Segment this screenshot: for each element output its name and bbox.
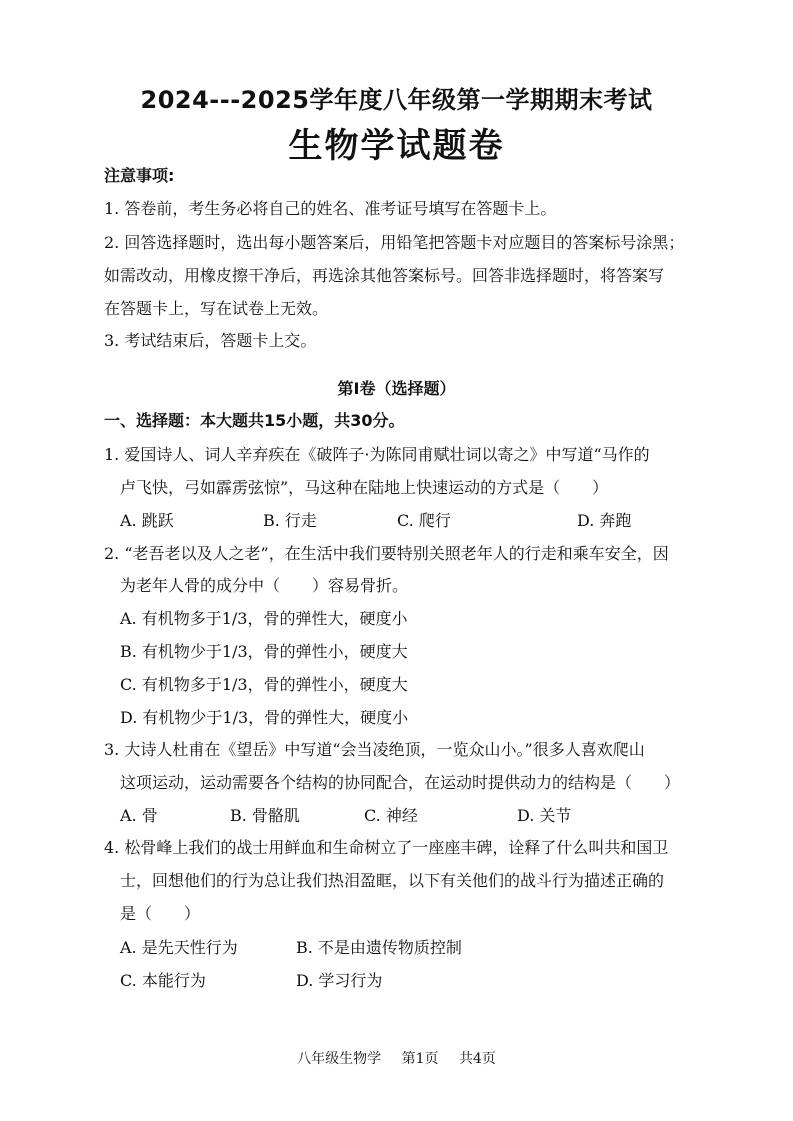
question-4-option-a: A. 是先天性行为 xyxy=(120,938,238,957)
footer-page: 第1页 xyxy=(401,1051,439,1067)
exam-subtitle: 生物学试题卷 xyxy=(288,126,505,166)
question-4-option-d: D. 学习行为 xyxy=(296,971,383,990)
question-2-line-1: 2. “老吾老以及人之老”，在生活中我们要特别关照老年人的行走和乘车安全，因 xyxy=(104,544,669,563)
question-1-option-a: A. 跳跃 xyxy=(120,511,174,530)
footer-subject: 八年级生物学 xyxy=(297,1051,382,1067)
question-4-line-1: 4. 松骨峰上我们的战士用鲜血和生命树立了一座座丰碑，诠释了什么叫共和国卫 xyxy=(104,838,669,857)
question-2-option-b: B. 有机物少于1/3，骨的弹性小，硬度大 xyxy=(120,642,408,661)
question-3-line-2: 这项运动，运动需要各个结构的协同配合，在运动时提供动力的结构是（ ） xyxy=(120,773,681,792)
question-3-option-a: A. 骨 xyxy=(120,806,158,825)
question-4-line-2: 士，回想他们的行为总让我们热泪盈眶，以下有关他们的战斗行为描述正确的 xyxy=(120,871,665,890)
note-line: 1. 答卷前，考生务必将自己的姓名、准考证号填写在答题卡上。 xyxy=(104,199,557,218)
section-heading: 一、选择题：本大题共15小题，共30分。 xyxy=(104,411,405,430)
page-footer xyxy=(0,1048,793,1068)
question-2-option-a: A. 有机物多于1/3，骨的弹性大，硬度小 xyxy=(120,609,408,628)
footer-total: 共4页 xyxy=(458,1051,496,1067)
notes-heading: 注意事项: xyxy=(104,166,175,185)
question-3-option-b: B. 骨骼肌 xyxy=(230,806,300,825)
note-line: 2. 回答选择题时，选出每小题答案后，用铅笔把答题卡对应题目的答案标号涂黑； xyxy=(104,233,685,252)
question-1-option-c: C. 爬行 xyxy=(397,511,451,530)
question-3-option-d: D. 关节 xyxy=(517,806,572,825)
question-4-line-3: 是（ ） xyxy=(120,904,201,923)
question-2-option-d: D. 有机物少于1/3，骨的弹性大，硬度小 xyxy=(120,708,409,727)
question-1-line-1: 1. 爱国诗人、词人辛弃疾在《破阵子·为陈同甫赋壮词以寄之》中写道“马作的 xyxy=(104,445,650,464)
question-4-option-c: C. 本能行为 xyxy=(120,971,206,990)
question-1-line-2: 卢飞快，弓如霹雳弦惊”，马这种在陆地上快速运动的方式是（ ） xyxy=(120,478,609,497)
question-4-option-b: B. 不是由遗传物质控制 xyxy=(296,938,462,957)
exam-title: 2024---2025学年度八年级第一学期期末考试 xyxy=(140,86,653,114)
note-line: 如需改动，用橡皮擦干净后，再选涂其他答案标号。回答非选择题时，将答案写 xyxy=(104,266,665,285)
note-line: 在答题卡上，写在试卷上无效。 xyxy=(104,299,329,318)
note-line: 3. 考试结束后，答题卡上交。 xyxy=(104,331,317,350)
question-2-option-c: C. 有机物多于1/3，骨的弹性小，硬度大 xyxy=(120,675,408,694)
question-3-option-c: C. 神经 xyxy=(364,806,418,825)
question-3-line-1: 3. 大诗人杜甫在《望岳》中写道“会当凌绝顶，一览众山小。”很多人喜欢爬山 xyxy=(104,740,645,759)
question-1-option-d: D. 奔跑 xyxy=(577,511,632,530)
question-1-option-b: B. 行走 xyxy=(263,511,317,530)
part-title: 第I卷（选择题） xyxy=(337,379,456,398)
question-2-line-2: 为老年人骨的成分中（ ）容易骨折。 xyxy=(120,576,409,595)
